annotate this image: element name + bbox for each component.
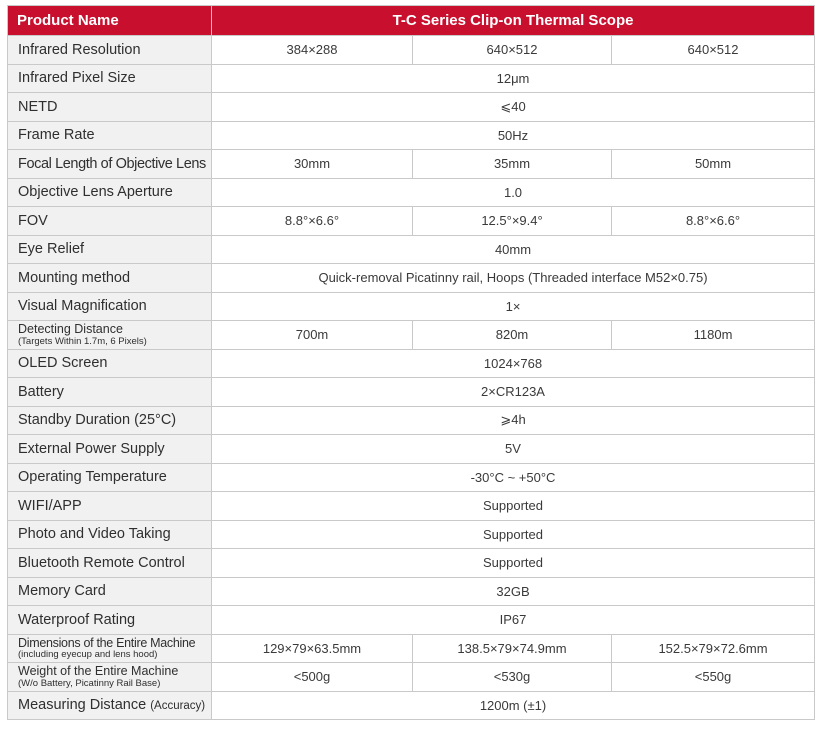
table-row [8, 634, 815, 663]
row-label: External Power Supply [8, 435, 212, 464]
cell-value: 384×288 [212, 36, 413, 65]
row-label: OLED Screen [8, 349, 212, 378]
row-label: Battery [8, 378, 212, 407]
row-label: Operating Temperature [8, 463, 212, 492]
row-label-note: (Targets Within 1.7m, 6 Pixels) [18, 335, 147, 347]
table-row [8, 292, 815, 321]
row-label: Memory Card [8, 577, 212, 606]
cell-value: 50mm [612, 150, 815, 179]
row-label [8, 691, 212, 720]
table-row [8, 93, 815, 122]
row-label: Infrared Pixel Size [8, 64, 212, 93]
row-label: Infrared Resolution [8, 36, 212, 65]
row-label: Focal Length of Objective Lens [8, 150, 212, 179]
table-row [8, 207, 815, 236]
cell-value: 32GB [212, 577, 815, 606]
table-row [8, 121, 815, 150]
row-label-note: (W/o Battery, Picatinny Rail Base) [18, 677, 161, 689]
cell-value: 5V [212, 435, 815, 464]
cell-value: IP67 [212, 606, 815, 635]
row-label: Photo and Video Taking [8, 520, 212, 549]
table-row [8, 378, 815, 407]
row-label-note: (Accuracy) [150, 700, 206, 713]
cell-value: Supported [212, 520, 815, 549]
table-row [8, 64, 815, 93]
cell-value: 1180m [612, 321, 815, 350]
table-row [8, 321, 815, 350]
cell-value: <530g [413, 663, 612, 692]
cell-value: 152.5×79×72.6mm [612, 634, 815, 663]
row-label-main: Measuring Distance [18, 697, 147, 714]
table-row [8, 663, 815, 692]
cell-value: 640×512 [612, 36, 815, 65]
row-label: Bluetooth Remote Control [8, 549, 212, 578]
product-name-header: Product Name [8, 6, 212, 36]
table-row [8, 492, 815, 521]
cell-value: Quick-removal Picatinny rail, Hoops (Threaded interface M52×0.75) [212, 264, 815, 293]
cell-value: 820m [413, 321, 612, 350]
cell-value: 50Hz [212, 121, 815, 150]
table-row [8, 520, 815, 549]
row-label [8, 321, 212, 350]
row-label [8, 634, 212, 663]
cell-value: Supported [212, 492, 815, 521]
table-row [8, 691, 815, 720]
cell-value: 2×CR123A [212, 378, 815, 407]
cell-value: 640×512 [413, 36, 612, 65]
table-header-row [8, 6, 815, 36]
table-row [8, 406, 815, 435]
row-label-main: Detecting Distance [18, 322, 123, 337]
cell-value: <550g [612, 663, 815, 692]
cell-value: ⩽40 [212, 93, 815, 122]
table-row [8, 264, 815, 293]
row-label: WIFI/APP [8, 492, 212, 521]
table-row [8, 178, 815, 207]
table-row [8, 235, 815, 264]
table-row [8, 606, 815, 635]
series-title-header: T-C Series Clip-on Thermal Scope [212, 6, 815, 36]
cell-value: 129×79×63.5mm [212, 634, 413, 663]
row-label: Standby Duration (25°C) [8, 406, 212, 435]
row-label: Frame Rate [8, 121, 212, 150]
cell-value: 12μm [212, 64, 815, 93]
row-label [8, 663, 212, 692]
table-row [8, 463, 815, 492]
row-label: Eye Relief [8, 235, 212, 264]
table-row [8, 349, 815, 378]
row-label-main: Weight of the Entire Machine [18, 664, 179, 679]
cell-value: 12.5°×9.4° [413, 207, 612, 236]
row-label: Waterproof Rating [8, 606, 212, 635]
table-row [8, 549, 815, 578]
cell-value: 8.8°×6.6° [212, 207, 413, 236]
table-row [8, 435, 815, 464]
row-label-note: (including eyecup and lens hood) [18, 649, 158, 661]
cell-value: 1200m (±1) [212, 691, 815, 720]
cell-value: 40mm [212, 235, 815, 264]
table-row [8, 577, 815, 606]
cell-value: 30mm [212, 150, 413, 179]
cell-value: ⩾4h [212, 406, 815, 435]
cell-value: 138.5×79×74.9mm [413, 634, 612, 663]
cell-value: 8.8°×6.6° [612, 207, 815, 236]
spec-table-wrapper [7, 5, 814, 720]
row-label: FOV [8, 207, 212, 236]
row-label: Visual Magnification [8, 292, 212, 321]
cell-value: <500g [212, 663, 413, 692]
row-label: Mounting method [8, 264, 212, 293]
table-row [8, 150, 815, 179]
cell-value: 1024×768 [212, 349, 815, 378]
cell-value: -30°C ~ +50°C [212, 463, 815, 492]
cell-value: 700m [212, 321, 413, 350]
row-label: Objective Lens Aperture [8, 178, 212, 207]
table-row [8, 36, 815, 65]
cell-value: 35mm [413, 150, 612, 179]
cell-value: 1× [212, 292, 815, 321]
cell-value: Supported [212, 549, 815, 578]
row-label: NETD [8, 93, 212, 122]
spec-table [7, 5, 815, 720]
row-label-main: Dimensions of the Entire Machine [18, 635, 196, 650]
cell-value: 1.0 [212, 178, 815, 207]
